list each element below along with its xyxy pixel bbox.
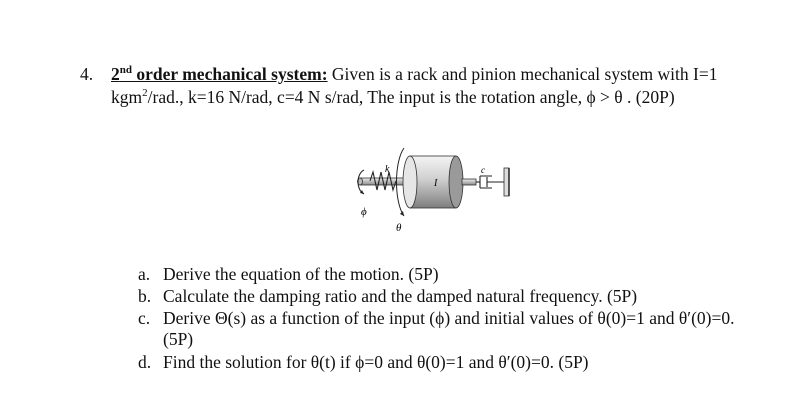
label-I: I: [434, 178, 438, 189]
question-number: 4.: [80, 64, 94, 84]
unit-exponent: 2: [142, 87, 148, 100]
part-a-label: a.: [138, 264, 151, 284]
part-b: [138, 285, 637, 307]
title-ordinal: 2: [111, 64, 120, 84]
rack-pinion-figure: [352, 142, 532, 242]
part-d-label: d.: [138, 352, 152, 372]
damper: [476, 176, 504, 188]
part-c-text: Derive Θ(s) as a function of the input (ϕ) and initial values of θ(0)=1 and θ′(0)=0.: [163, 308, 735, 328]
question-text-1: Given is a rack and pinion mechanical system with I=1: [327, 64, 718, 84]
part-b-label: b.: [138, 286, 152, 306]
title-rest: order mechanical system:: [132, 64, 328, 84]
label-c: c: [481, 165, 485, 175]
question-line-1: [80, 63, 717, 85]
label-k: k: [385, 164, 390, 175]
part-c-points: (5P): [163, 329, 194, 349]
unit-kgm: kgm: [111, 87, 143, 107]
part-d: [138, 351, 589, 373]
part-c-label: c.: [138, 308, 151, 328]
output-shaft: [462, 179, 476, 185]
fixed-wall: [504, 168, 509, 196]
part-d-text: Find the solution for θ(t) if ϕ=0 and θ(0)=1 and θ′(0)=0. (5P): [163, 352, 589, 372]
label-theta: θ: [396, 222, 402, 234]
question-line-2: [111, 86, 675, 108]
part-b-text: Calculate the damping ratio and the damped natural frequency. (5P): [163, 286, 638, 306]
label-phi: ϕ: [361, 206, 367, 218]
part-c: [138, 307, 734, 329]
question-text-2: /rad., k=16 N/rad, c=4 N s/rad, The input is the rotation angle, ϕ > θ . (20P): [147, 87, 675, 107]
question-title: [111, 64, 328, 84]
title-ordinal-suffix: nd: [119, 64, 132, 77]
part-a-text: Derive the equation of the motion. (5P): [163, 264, 439, 284]
part-a: [138, 263, 439, 285]
inertia-cylinder: [403, 156, 463, 208]
